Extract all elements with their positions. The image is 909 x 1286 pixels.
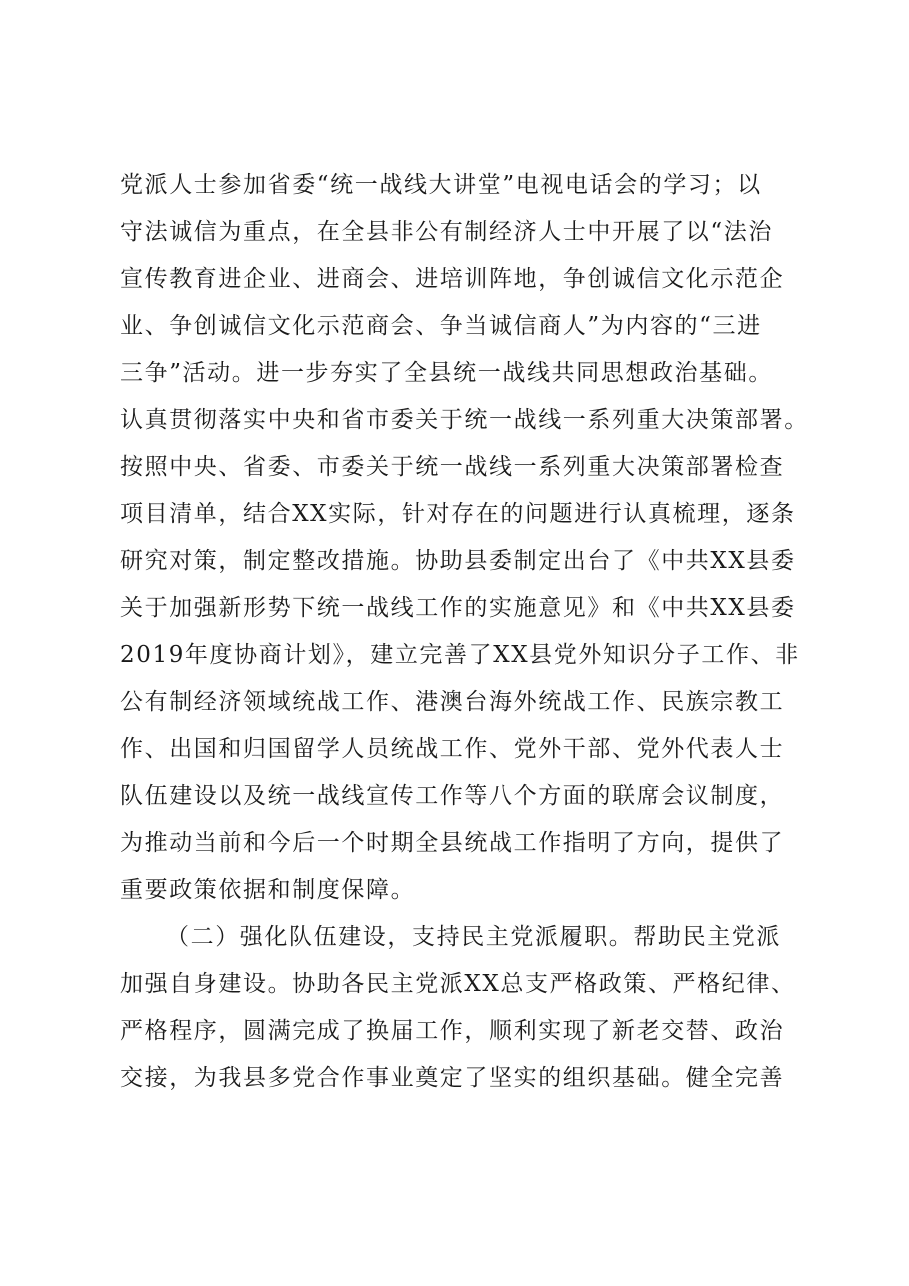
- section-heading-line: （二）强化队伍建设，支持民主党派履职。帮助民主党派: [166, 924, 781, 950]
- text-line: 为推动当前和今后一个时期全县统战工作指明了方向，提供了: [120, 830, 785, 856]
- text-line: 严格程序，圆满完成了换届工作，顺利实现了新老交替、政治: [120, 1018, 785, 1044]
- text-line: 三争”活动。进一步夯实了全县统一战线共同思想政治基础。: [120, 360, 773, 386]
- text-line: 研究对策，制定整改措施。协助县委制定出台了《中共XX县委: [120, 548, 796, 574]
- text-line: 项目清单，结合XX实际，针对存在的问题进行认真梳理，逐条: [120, 501, 796, 527]
- text-line: 党派人士参加省委“统一战线大讲堂”电视电话会的学习；以: [120, 172, 762, 198]
- text-line: 公有制经济领域统战工作、港澳台海外统战工作、民族宗教工: [120, 689, 785, 715]
- text-line: 守法诚信为重点，在全县非公有制经济人士中开展了以“法治: [120, 219, 773, 245]
- text-line: 交接，为我县多党合作事业奠定了坚实的组织基础。健全完善: [120, 1065, 785, 1091]
- text-line: 加强自身建设。协助各民主党派XX总支严格政策、严格纪律、: [120, 971, 796, 997]
- text-line: 关于加强新形势下统一战线工作的实施意见》和《中共XX县委: [120, 595, 796, 621]
- text-line: 按照中央、省委、市委关于统一战线一系列重大决策部署检查: [120, 454, 785, 480]
- text-line: 作、出国和归国留学人员统战工作、党外干部、党外代表人士: [120, 736, 785, 762]
- text-line: 2019年度协商计划》，建立完善了XX县党外知识分子工作、非: [120, 642, 800, 668]
- text-line: 队伍建设以及统一战线宣传工作等八个方面的联席会议制度，: [120, 783, 785, 809]
- document-body: [120, 162, 810, 1102]
- text-line: 宣传教育进企业、进商会、进培训阵地，争创诚信文化示范企: [120, 266, 785, 292]
- text-line: 业、争创诚信文化示范商会、争当诚信商人”为内容的“三进: [120, 313, 762, 339]
- text-line: 认真贯彻落实中央和省市委关于统一战线一系列重大决策部署。: [120, 407, 809, 433]
- text-line: 重要政策依据和制度保障。: [120, 877, 416, 903]
